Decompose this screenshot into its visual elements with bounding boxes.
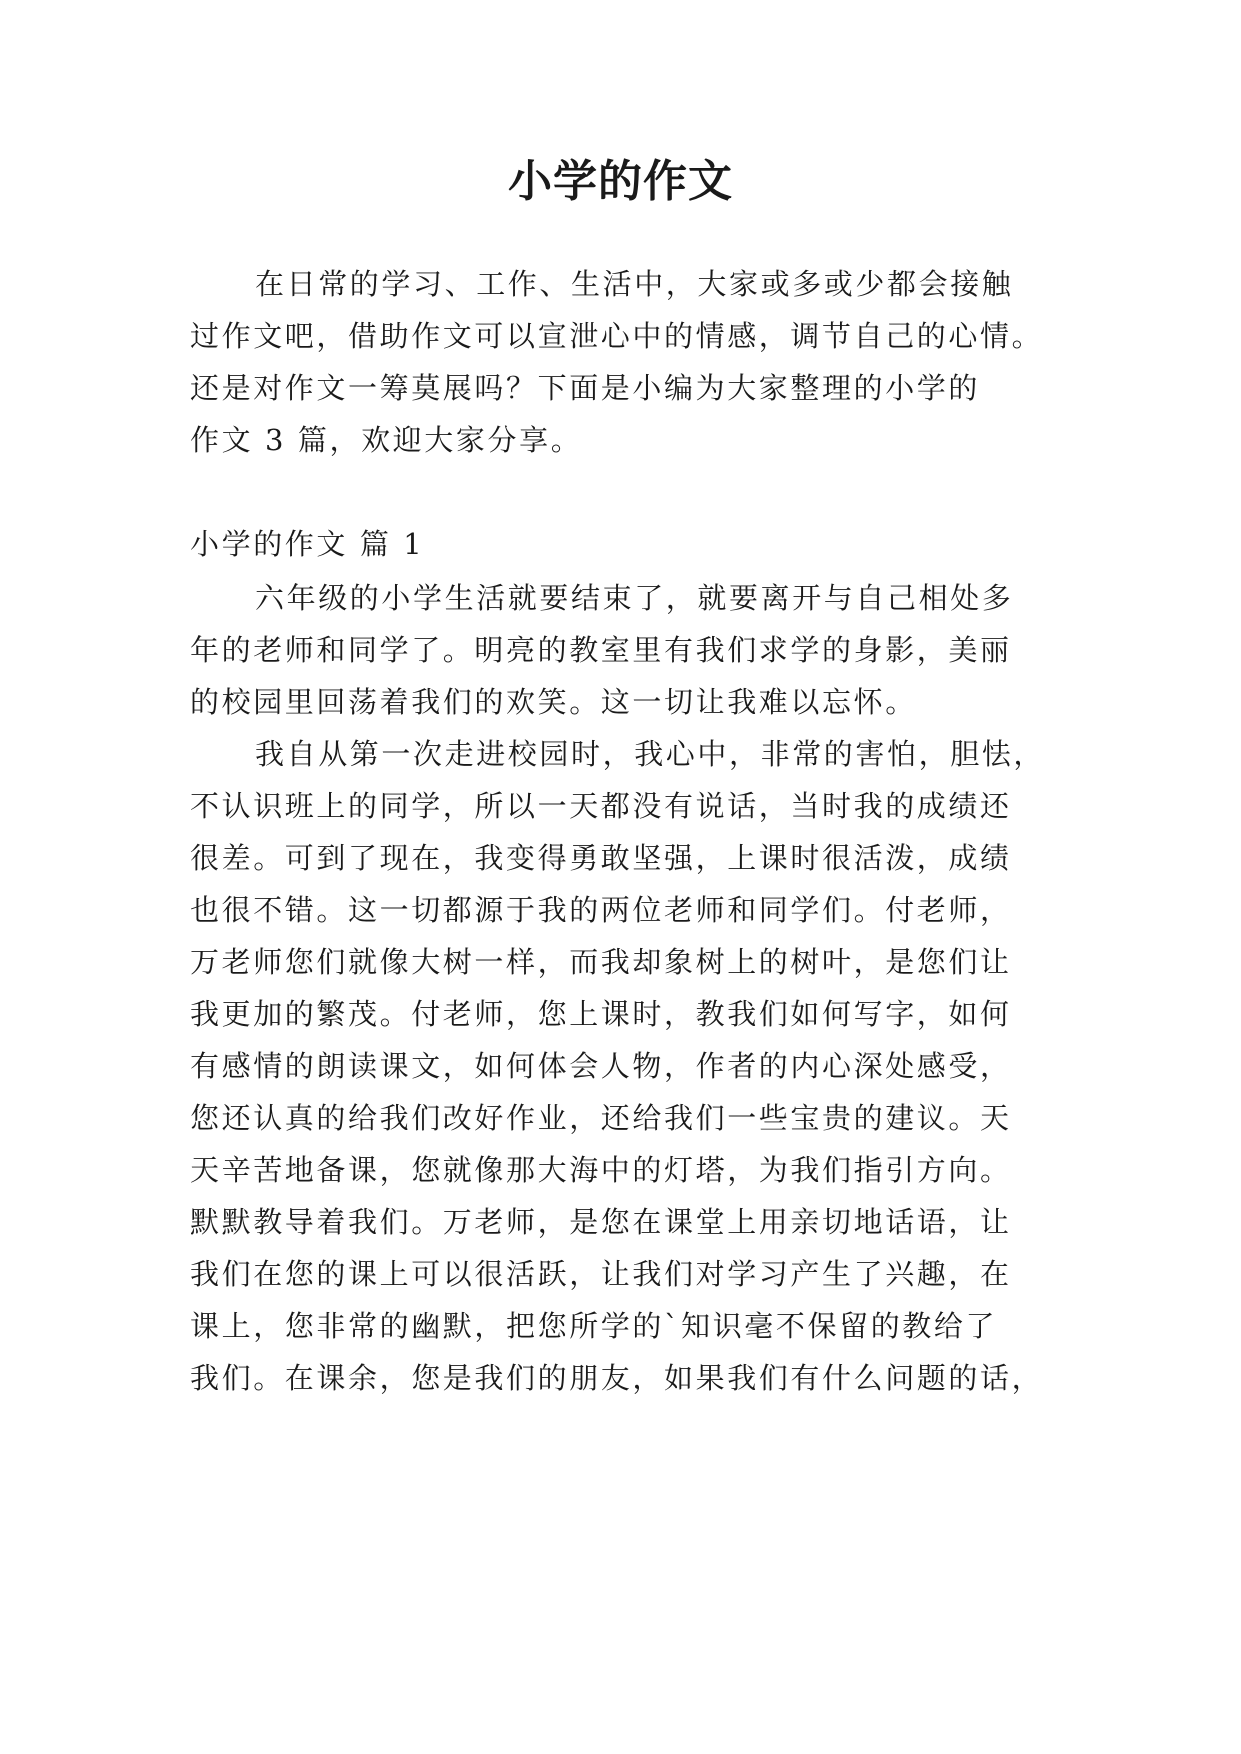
paragraph2-line-7: 有感情的朗读课文，如何体会人物，作者的内心深处感受， [190, 1049, 1012, 1083]
paragraph2-line-11: 我们在您的课上可以很活跃，让我们对学习产生了兴趣，在 [190, 1257, 1012, 1291]
intro-line-3: 还是对作文一筹莫展吗？下面是小编为大家整理的小学的 [190, 371, 981, 405]
paragraph2-line-4: 也很不错。这一切都源于我的两位老师和同学们。付老师， [190, 893, 1012, 927]
intro-line-2: 过作文吧，借助作文可以宣泄心中的情感，调节自己的心情。 [190, 319, 1044, 353]
paragraph2-line-9: 天辛苦地备课，您就像那大海中的灯塔，为我们指引方向。 [190, 1153, 1012, 1187]
intro-line-4: 作文 3 篇，欢迎大家分享。 [190, 423, 583, 457]
paragraph2-line-3: 很差。可到了现在，我变得勇敢坚强，上课时很活泼，成绩 [190, 841, 1012, 875]
paragraph2-line-6: 我更加的繁茂。付老师，您上课时，教我们如何写字，如何 [190, 997, 1012, 1031]
paragraph2-line-1: 我自从第一次走进校园时，我心中，非常的害怕，胆怯， [255, 737, 1046, 771]
paragraph2-line-2: 不认识班上的同学，所以一天都没有说话，当时我的成绩还 [190, 789, 1012, 823]
paragraph2-line-5: 万老师您们就像大树一样，而我却象树上的树叶，是您们让 [190, 945, 1012, 979]
paragraph2-line-12: 课上，您非常的幽默，把您所学的`知识毫不保留的教给了 [190, 1309, 998, 1343]
paragraph1-line-2: 年的老师和同学了。明亮的教室里有我们求学的身影，美丽 [190, 633, 1012, 667]
paragraph2-line-8: 您还认真的给我们改好作业，还给我们一些宝贵的建议。天 [190, 1101, 1012, 1135]
paragraph2-line-10: 默默教导着我们。万老师，是您在课堂上用亲切地话语，让 [190, 1205, 1012, 1239]
paragraph1-line-3: 的校园里回荡着我们的欢笑。这一切让我难以忘怀。 [190, 685, 917, 719]
paragraph1-line-1: 六年级的小学生活就要结束了，就要离开与自己相处多 [255, 581, 1014, 615]
intro-line-1: 在日常的学习、工作、生活中，大家或多或少都会接触 [255, 267, 1014, 301]
document-title: 小学的作文 [508, 156, 733, 207]
section-heading: 小学的作文 篇 1 [190, 527, 425, 561]
paragraph2-line-13: 我们。在课余，您是我们的朋友，如果我们有什么问题的话， [190, 1361, 1044, 1395]
